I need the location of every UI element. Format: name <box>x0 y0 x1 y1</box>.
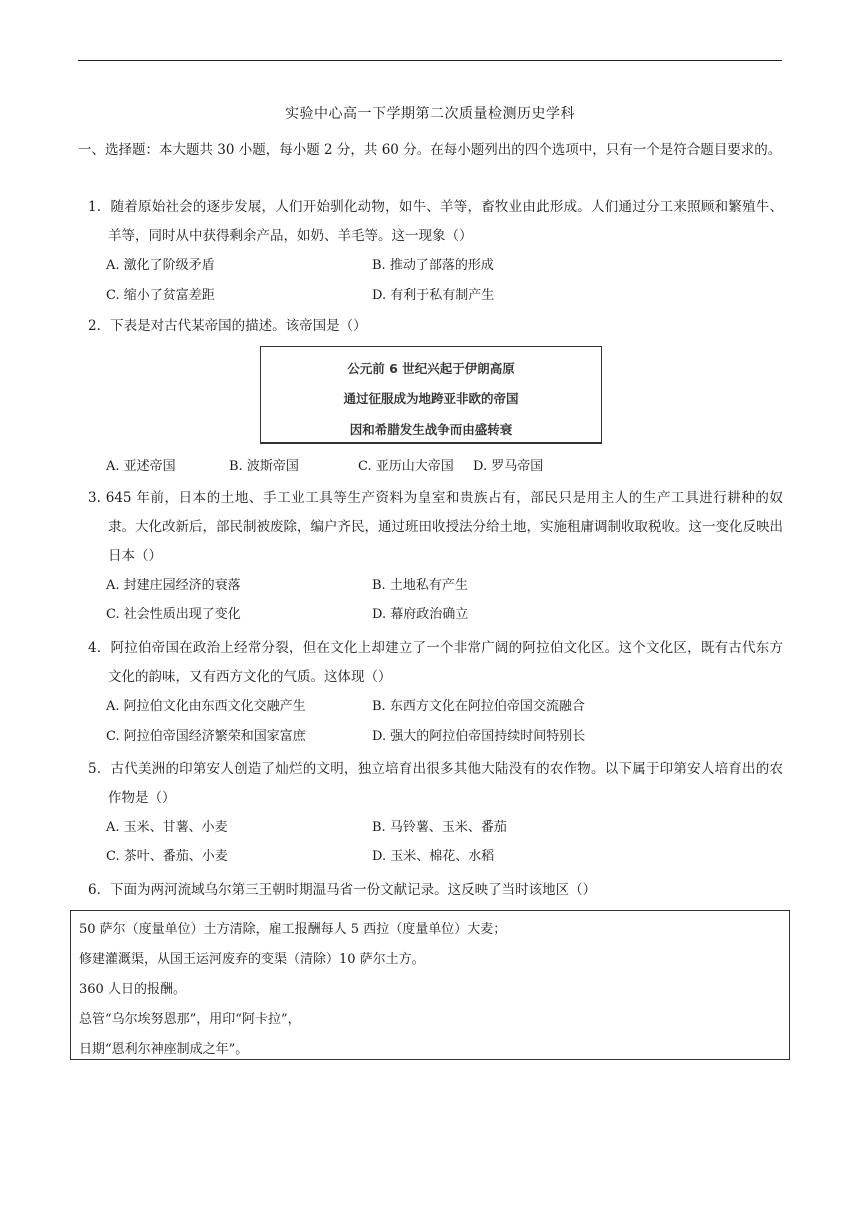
question-4-options <box>106 692 776 752</box>
option-b[interactable]: B. 推动了部落的形成 <box>372 258 494 273</box>
option-b[interactable]: B. 马铃薯、玉米、番茄 <box>372 820 507 835</box>
question-stem: 6．下面为两河流域乌尔第三王朝时期温马省一份文献记录。这反映了当时该地区（） <box>88 882 597 898</box>
table-row: 通过征服成为地跨亚非欧的帝国 <box>343 391 519 406</box>
table-row: 因和希腊发生战争而由盛转衰 <box>349 422 513 437</box>
header-rule <box>78 60 782 61</box>
question-2 <box>88 312 783 341</box>
question-stem: 2．下表是对古代某帝国的描述。该帝国是（） <box>88 318 367 334</box>
option-c[interactable]: C. 缩小了贫富差距 <box>106 288 215 303</box>
option-c[interactable]: C. 茶叶、番茄、小麦 <box>106 849 228 864</box>
option-a[interactable]: A. 激化了阶级矛盾 <box>106 258 215 273</box>
question-1 <box>88 193 783 251</box>
question-1-options <box>106 251 776 311</box>
option-b[interactable]: B. 土地私有产生 <box>372 578 468 593</box>
page-title: 实验中心高一下学期第二次质量检测历史学科 <box>285 106 575 122</box>
table-row: 公元前 6 世纪兴起于伊朗高原 <box>347 361 515 376</box>
record-line: 修建灌溉渠，从国王运河废弃的变渠（清除）10 萨尔土方。 <box>79 952 425 967</box>
option-d[interactable]: D. 玉米、棉花、水稻 <box>372 849 495 864</box>
question-3 <box>88 484 783 571</box>
option-a[interactable]: A. 封建庄园经济的衰落 <box>106 578 241 593</box>
option-d[interactable]: D. 幕府政治确立 <box>372 607 469 622</box>
option-b[interactable]: B. 波斯帝国 <box>229 459 299 474</box>
record-line: 50 萨尔（度量单位）土方清除，雇工报酬每人 5 西拉（度量单位）大麦； <box>79 922 507 937</box>
section-header: 一、选择题：本大题共 30 小题，每小题 2 分，共 60 分。在每小题列出的四个选项中，只有一个是符合题目要求的。 <box>78 142 782 158</box>
question-2-options <box>106 452 776 481</box>
record-line: 日期“恩利尔神座制成之年”。 <box>79 1042 249 1057</box>
option-a[interactable]: A. 亚述帝国 <box>106 459 176 474</box>
question-5 <box>88 755 783 813</box>
question-5-options <box>106 813 776 871</box>
record-line: 总管“乌尔埃努恩那”，用印“阿卡拉”， <box>79 1012 301 1027</box>
option-c[interactable]: C. 社会性质出现了变化 <box>106 607 241 622</box>
option-a[interactable]: A. 玉米、甘薯、小麦 <box>106 820 228 835</box>
question-4 <box>88 634 783 692</box>
question-stem: 1．随着原始社会的逐步发展，人们开始驯化动物，如牛、羊等，畜牧业由此形成。人们通过分工来照顾和繁殖牛、羊等，同时从中获得剩余产品，如奶、羊毛等。这一现象（） <box>88 199 783 244</box>
question-stem: 5．古代美洲的印第安人创造了灿烂的文明，独立培育出很多其他大陆没有的农作物。以下属于印第安人培育出的农作物是（） <box>88 761 783 806</box>
option-d[interactable]: D. 有利于私有制产生 <box>372 288 495 303</box>
question-6 <box>88 876 783 905</box>
option-a[interactable]: A. 阿拉伯文化由东西文化交融产生 <box>106 699 306 714</box>
option-b[interactable]: B. 东西方文化在阿拉伯帝国交流融合 <box>372 699 585 714</box>
option-c[interactable]: C. 阿拉伯帝国经济繁荣和国家富庶 <box>106 729 306 744</box>
record-line: 360 人日的报酬。 <box>79 982 186 997</box>
question-stem: 4．阿拉伯帝国在政治上经常分裂，但在文化上却建立了一个非常广阔的阿拉伯文化区。这个文化区，既有古代东方文化的韵味，又有西方文化的气质。这体现（） <box>88 640 783 685</box>
description-table <box>260 346 602 444</box>
document-record-box <box>70 910 790 1060</box>
question-3-options <box>106 571 776 629</box>
option-d[interactable]: D. 强大的阿拉伯帝国持续时间特别长 <box>372 729 586 744</box>
option-c[interactable]: C. 亚历山大帝国 <box>358 459 454 474</box>
question-stem: 3. 645 年前，日本的土地、手工业工具等生产资料为皇室和贵族占有，部民只是用主人的生产工具进行耕种的奴隶。大化改新后，部民制被废除，编户齐民，通过班田收授法分给土地，实施租庸调制收取税收。这一变化反映出日本（） <box>88 490 783 564</box>
option-d[interactable]: D. 罗马帝国 <box>473 459 544 474</box>
